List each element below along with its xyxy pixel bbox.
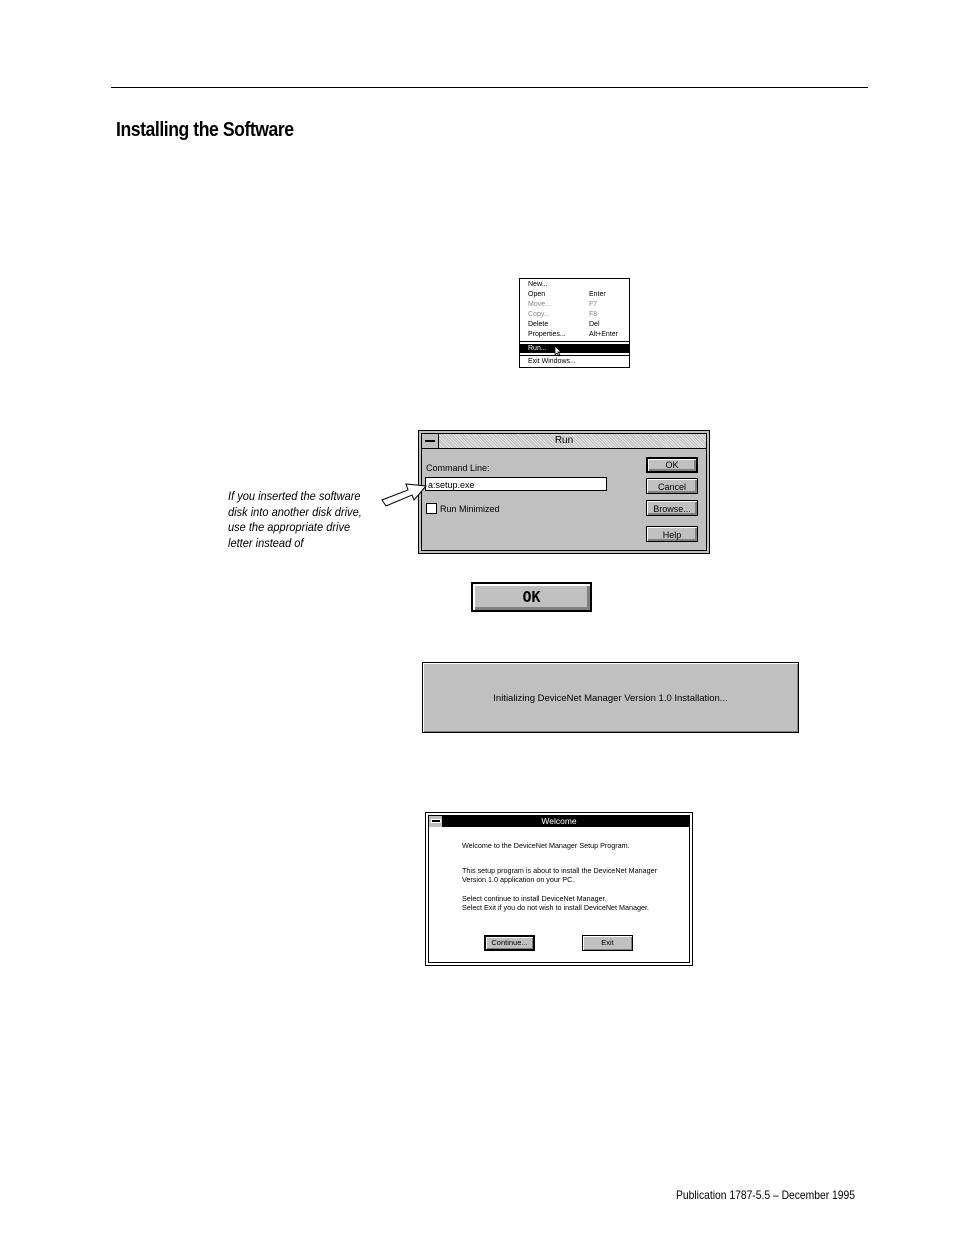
welcome-dialog	[425, 812, 693, 966]
welcome-title: Welcome	[541, 816, 577, 826]
system-menu-icon[interactable]	[429, 816, 443, 827]
header-rule	[111, 87, 868, 88]
menu-item-copy: Copy... F8	[528, 311, 598, 318]
command-line-input[interactable]: a:setup.exe	[425, 477, 607, 491]
run-minimized-label: Run Minimized	[440, 504, 500, 514]
menu-item-delete[interactable]: Delete Del	[528, 321, 600, 328]
initializing-message: Initializing DeviceNet Manager Version 1.0 Installation...	[422, 662, 799, 733]
browse-button[interactable]: Browse...	[646, 500, 698, 516]
menu-item-open[interactable]: Open Enter	[528, 291, 606, 298]
cancel-button[interactable]: Cancel	[646, 478, 698, 494]
section-title: Installing the Software	[116, 119, 294, 141]
menu-item-properties[interactable]: Properties... Alt+Enter	[528, 331, 618, 338]
run-dialog	[418, 430, 710, 554]
file-menu	[519, 278, 630, 368]
run-dialog-title: Run	[554, 435, 574, 446]
menu-separator	[520, 355, 629, 356]
menu-item-exit-windows[interactable]: Exit Windows...	[528, 358, 576, 365]
run-dialog-titlebar	[422, 434, 706, 449]
continue-button[interactable]: Continue...	[484, 935, 535, 951]
welcome-instruction-continue: Select continue to install DeviceNet Manager.	[462, 894, 607, 903]
welcome-instruction-exit: Select Exit if you do not wish to install DeviceNet Manager.	[462, 902, 649, 912]
help-button[interactable]: Help	[646, 526, 698, 542]
menu-item-run[interactable]: Run...	[520, 344, 629, 353]
menu-separator	[520, 341, 629, 342]
exit-button[interactable]: Exit	[582, 935, 633, 951]
publication-footer: Publication 1787-5.5 – December 1995	[676, 1188, 856, 1202]
ok-button[interactable]: OK	[646, 457, 698, 473]
welcome-titlebar	[429, 816, 689, 827]
welcome-description: This setup program is about to install the DeviceNet Manager Version 1.0 application on your PC.	[462, 866, 657, 884]
drive-letter-note: If you inserted the software disk into another disk drive, use the appropriate drive letter instead of	[228, 489, 362, 550]
command-line-label: Command Line:	[426, 463, 490, 473]
callout-arrow-icon	[380, 478, 430, 510]
ok-button-large[interactable]: OK	[471, 582, 592, 612]
menu-item-move: Move... F7	[528, 301, 598, 308]
menu-item-new[interactable]: New...	[528, 281, 548, 288]
welcome-line: Welcome to the DeviceNet Manager Setup Program.	[462, 841, 630, 850]
